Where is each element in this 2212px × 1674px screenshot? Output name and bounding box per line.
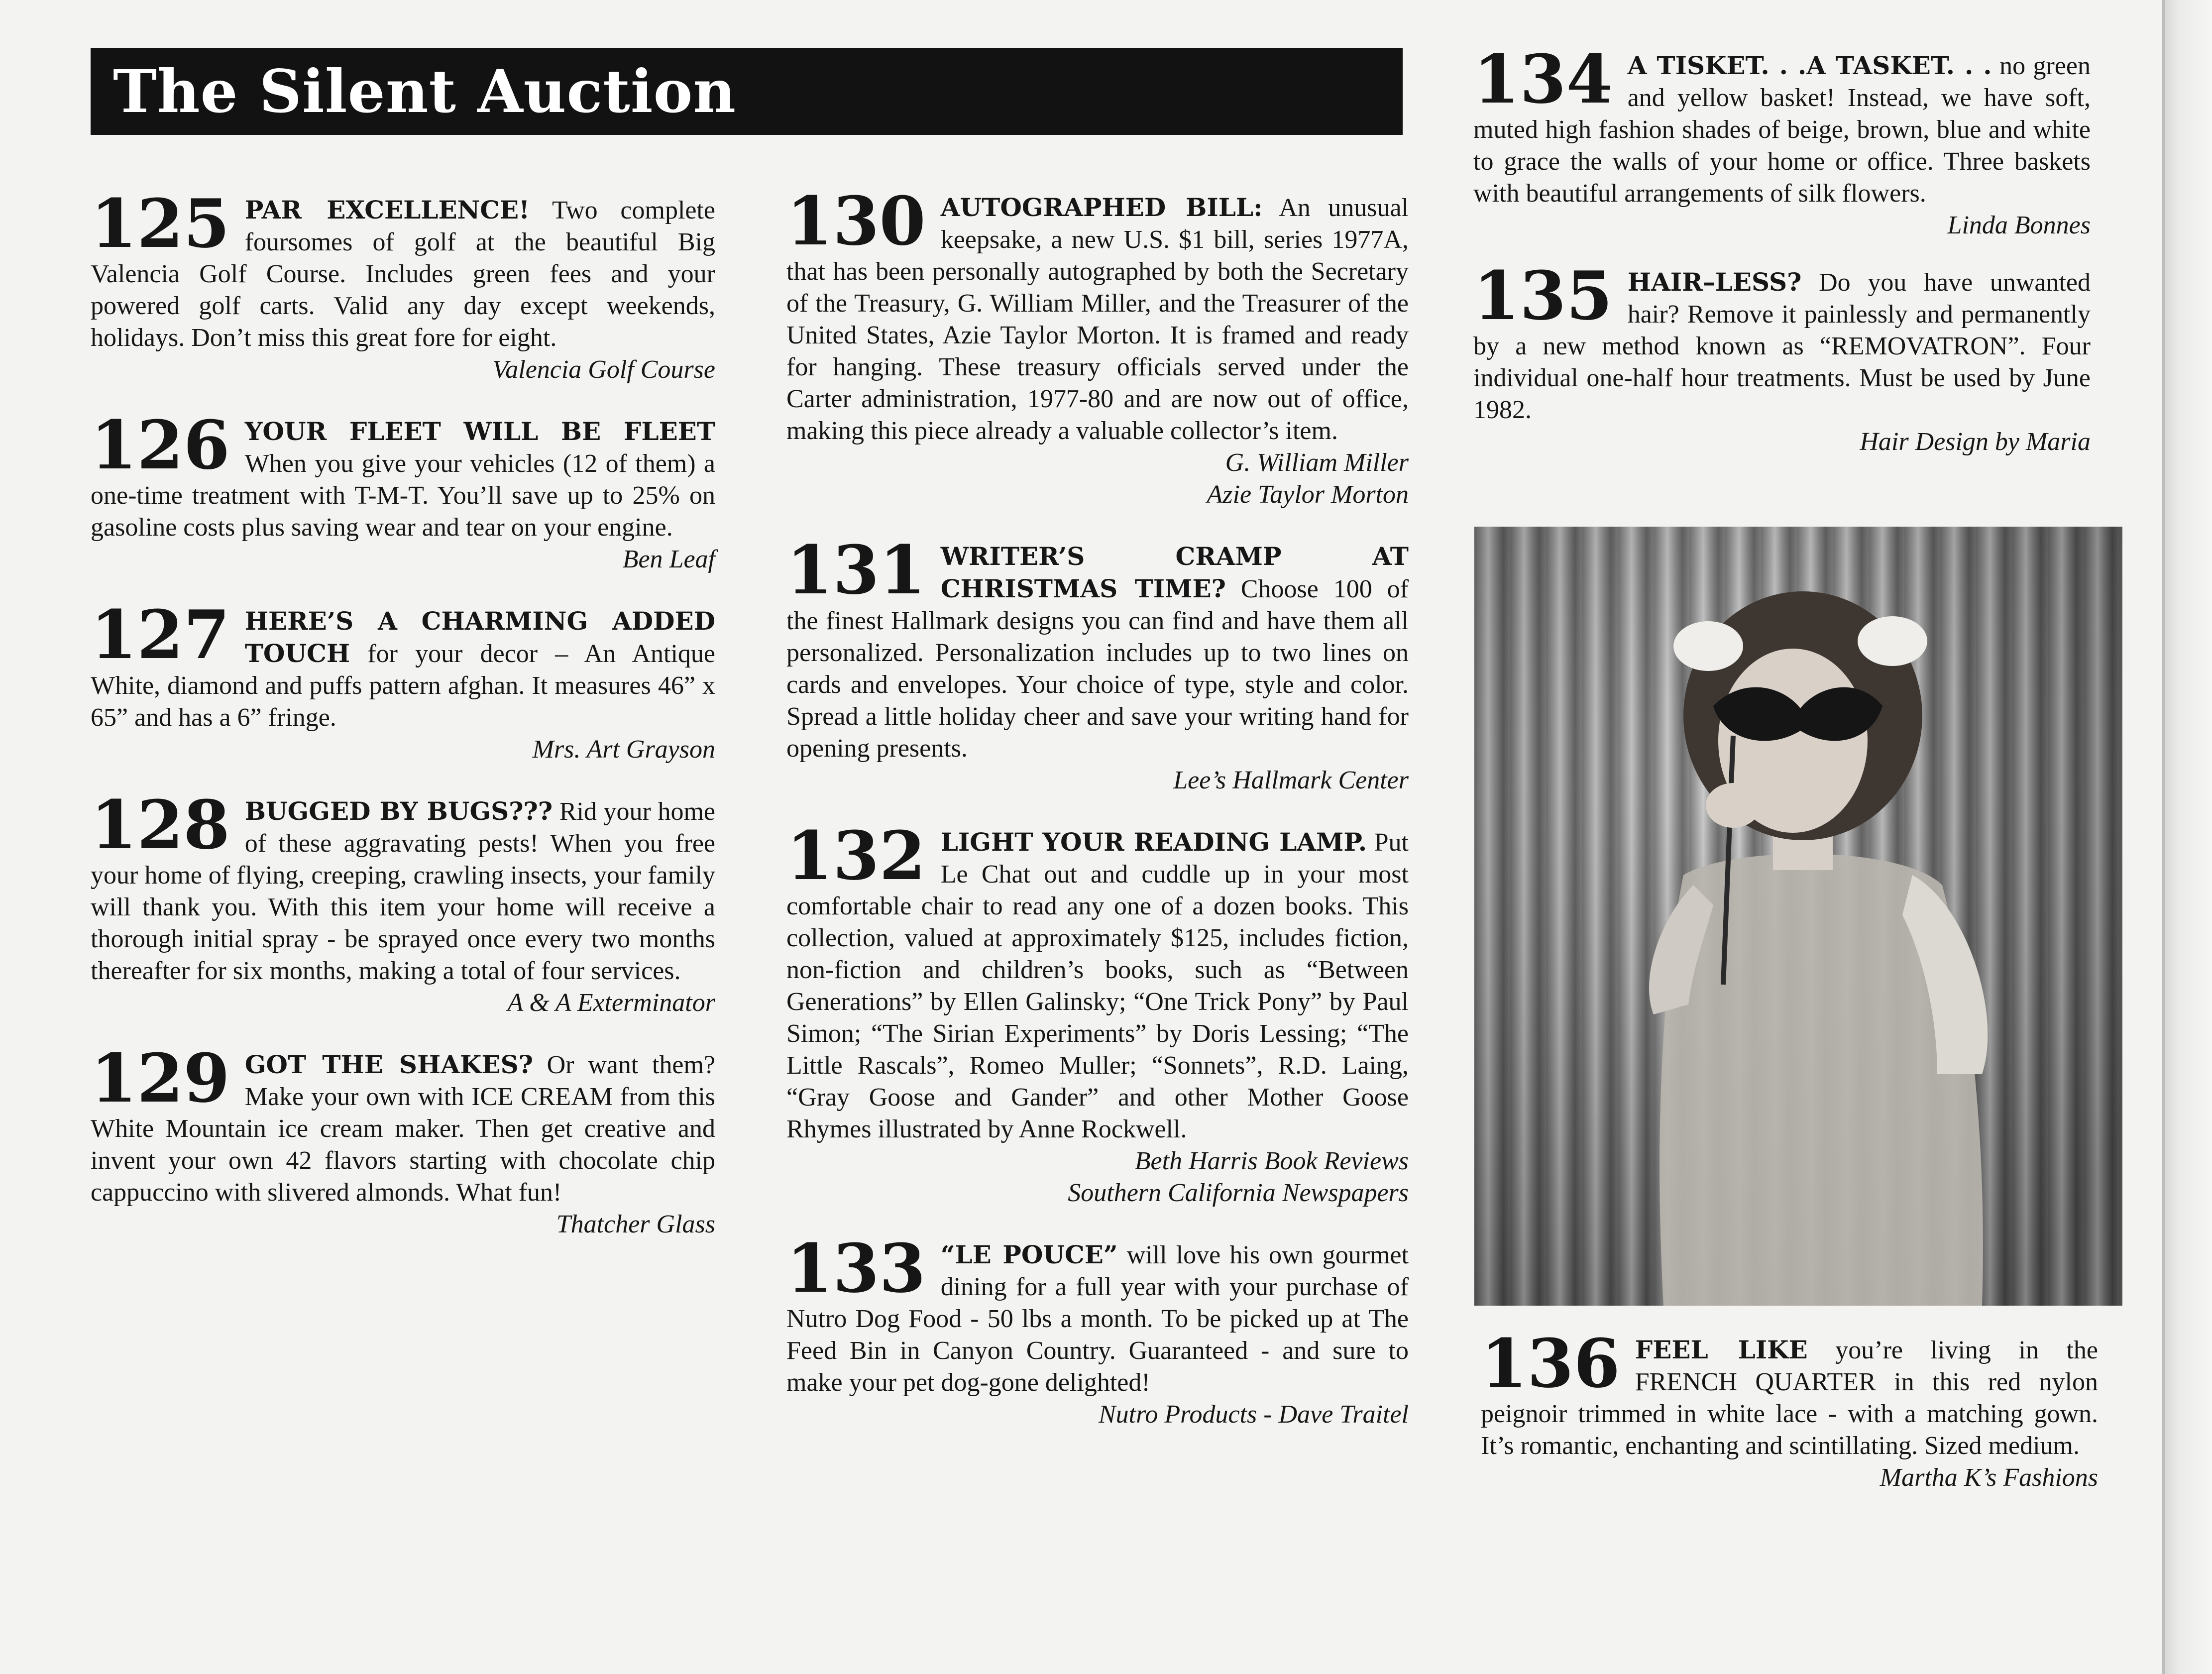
section-header: [91, 48, 1403, 135]
item-donor: Thatcher Glass: [556, 1210, 715, 1238]
item-donor: Beth Harris Book Reviews: [1134, 1147, 1409, 1175]
item-description: for your decor – An Antique White, diamond and puffs pattern afghan. It measures 46” x 65” and has a 6” fringe.: [91, 640, 715, 732]
item-headline: HERE’S A CHARMING ADDED TOUCH: [244, 606, 715, 668]
auction-item-132: [786, 816, 1409, 1209]
item-description: no green and yellow basket! Instead, we have soft, muted high fashion shades of beige, brown, blue and white to grace the walls of your home or office. Three baskets with beautiful arrangements of silk flowers.: [1473, 52, 2091, 208]
item-donor: Mrs. Art Grayson: [532, 735, 715, 764]
auction-item-129: [91, 1039, 716, 1240]
item-headline: YOUR FLEET WILL BE FLEET: [244, 417, 715, 446]
item-description: Do you have unwanted hair? Remove it painlessly and permanently by a new method known as “REMOVATRON”. Four individual one-half hour treatments. Must be used by June 1982.: [1473, 268, 2091, 424]
item-number: 129: [91, 1039, 230, 1117]
auction-item-127: [91, 595, 715, 766]
item-headline: FEEL LIKE: [1635, 1335, 1808, 1364]
item-donor-second: Southern California Newspapers: [1068, 1179, 1409, 1207]
auction-item-128: [91, 785, 715, 1019]
page-edge: [2162, 0, 2212, 1674]
column-left: [91, 184, 716, 1240]
item-donor: Nutro Products - Dave Traitel: [1098, 1400, 1409, 1429]
item-number: 132: [786, 816, 926, 895]
item-number: 135: [1473, 256, 1613, 335]
item-number: 128: [91, 785, 230, 864]
auction-item-135: [1473, 256, 2091, 458]
item-number: 134: [1473, 40, 1613, 118]
item-number: 133: [786, 1229, 926, 1308]
column-right: [1473, 40, 2091, 458]
auction-item-133: [786, 1229, 1409, 1431]
item-headline: LIGHT YOUR READING LAMP.: [940, 827, 1367, 857]
item-description: Two complete foursomes of golf at the beautiful Big Valencia Golf Course. Includes green fees and your powered golf carts. Valid any day except weekends, holidays. Don’t miss this great fore for eight.: [91, 196, 716, 352]
item-number: 130: [786, 182, 926, 260]
auction-item-125: [91, 184, 716, 386]
item-number: 136: [1481, 1324, 1620, 1403]
item-number: 126: [91, 406, 230, 484]
item-headline: HAIR–LESS?: [1627, 267, 1802, 297]
item-number: 125: [91, 184, 230, 263]
item-description: Choose 100 of the finest Hallmark designs you can find and have them all personalized. Personalization includes up to two lines on cards and envelopes. Your choice of type, style and color. Spread a little holiday cheer and save your writing hand for opening presents.: [786, 575, 1409, 763]
item-donor: Linda Bonnes: [1947, 211, 2091, 239]
item-headline: PAR EXCELLENCE!: [244, 195, 530, 224]
item-donor: Lee’s Hallmark Center: [1173, 766, 1409, 794]
item-headline: “LE POUCE”: [940, 1240, 1118, 1269]
item-description: Rid your home of these aggravating pests! When you free your home of flying, creeping, crawling insects, your family will thank you. With this item your home will receive a thorough initial spray - be sprayed once every two months thereafter for six months, making a total of four services.: [91, 797, 715, 985]
item-donor: Hair Design by Maria: [1860, 428, 2091, 456]
photo-figure-icon: [1474, 527, 2122, 1306]
item-donor: Martha K’s Fashions: [1880, 1463, 2098, 1492]
auction-item-136: [1481, 1324, 2099, 1494]
item-headline: GOT THE SHAKES?: [244, 1050, 533, 1079]
item-donor: Ben Leaf: [622, 545, 715, 573]
item-description: Or want them? Make your own with ICE CREAM from this White Mountain ice cream maker. Then get creative and invent your own 42 flavors starting with chocolate chip cappuccino with slivered almonds. What fun!: [91, 1051, 716, 1207]
item-description: you’re living in the FRENCH QUARTER in this red nylon peignoir trimmed in white lace - with a matching gown. It’s romantic, enchanting and scintillating. Sized medium.: [1481, 1336, 2099, 1460]
item-headline: BUGGED BY BUGS???: [244, 796, 553, 826]
item-headline: A TISKET. . .A TASKET. . .: [1627, 51, 1992, 80]
item-number: 127: [91, 595, 230, 674]
masked-woman-photo: [1474, 527, 2122, 1306]
item-description: Put Le Chat out and cuddle up in your most comfortable chair to read any one of a dozen books. This collection, valued at approximately $125, includes fiction, non-fiction and children’s books, such as “Between Generations” by Ellen Galinsky; “One Trick Pony” by Paul Simon; “The Sirian Experiments” by Doris Lessing; “The Little Rascals”, Romeo Muller; “Sonnets”, R.D. Laing, “Gray Goose and Gander” and other Mother Goose Rhymes illustrated by Anne Rockwell.: [786, 828, 1409, 1143]
page-title: The Silent Auction: [113, 57, 737, 126]
auction-item-131: [786, 531, 1409, 796]
item-description: An unusual keepsake, a new U.S. $1 bill, series 1977A, that has been personally autographed by both the Secretary of the Treasury, G. William Miller, and the Treasurer of the United States, Azie Taylor Morton. It is framed and ready for hanging. These treasury officials served under the Carter administration, 1977-80 and are now out of office, making this piece already a valuable collector’s item.: [786, 194, 1409, 445]
column-middle: [786, 182, 1409, 1431]
auction-item-126: [91, 406, 715, 575]
item-description: will love his own gourmet dining for a full year with your purchase of Nutro Dog Food - 50 lbs a month. To be picked up at The Feed Bin in Canyon Country. Guaranteed - and sure to make your pet dog-gone delighted!: [786, 1241, 1409, 1397]
item-number: 131: [786, 531, 926, 609]
item-donor: Valencia Golf Course: [492, 355, 715, 384]
auction-item-130: [786, 182, 1409, 511]
item-headline: WRITER’S CRAMP AT CHRISTMAS TIME?: [940, 542, 1409, 603]
item-donor: G. William Miller: [1225, 448, 1409, 477]
item-description: When you give your vehicles (12 of them) a one-time treatment with T-M-T. You’ll save up to 25% on gasoline costs plus saving wear and tear on your engine.: [91, 449, 715, 542]
auction-item-134: [1473, 40, 2091, 241]
item-donor: A & A Exterminator: [507, 989, 715, 1017]
item-headline: AUTOGRAPHED BILL:: [940, 193, 1263, 222]
item-donor-second: Azie Taylor Morton: [1207, 480, 1409, 509]
column-right-bottom: [1481, 1324, 2099, 1494]
